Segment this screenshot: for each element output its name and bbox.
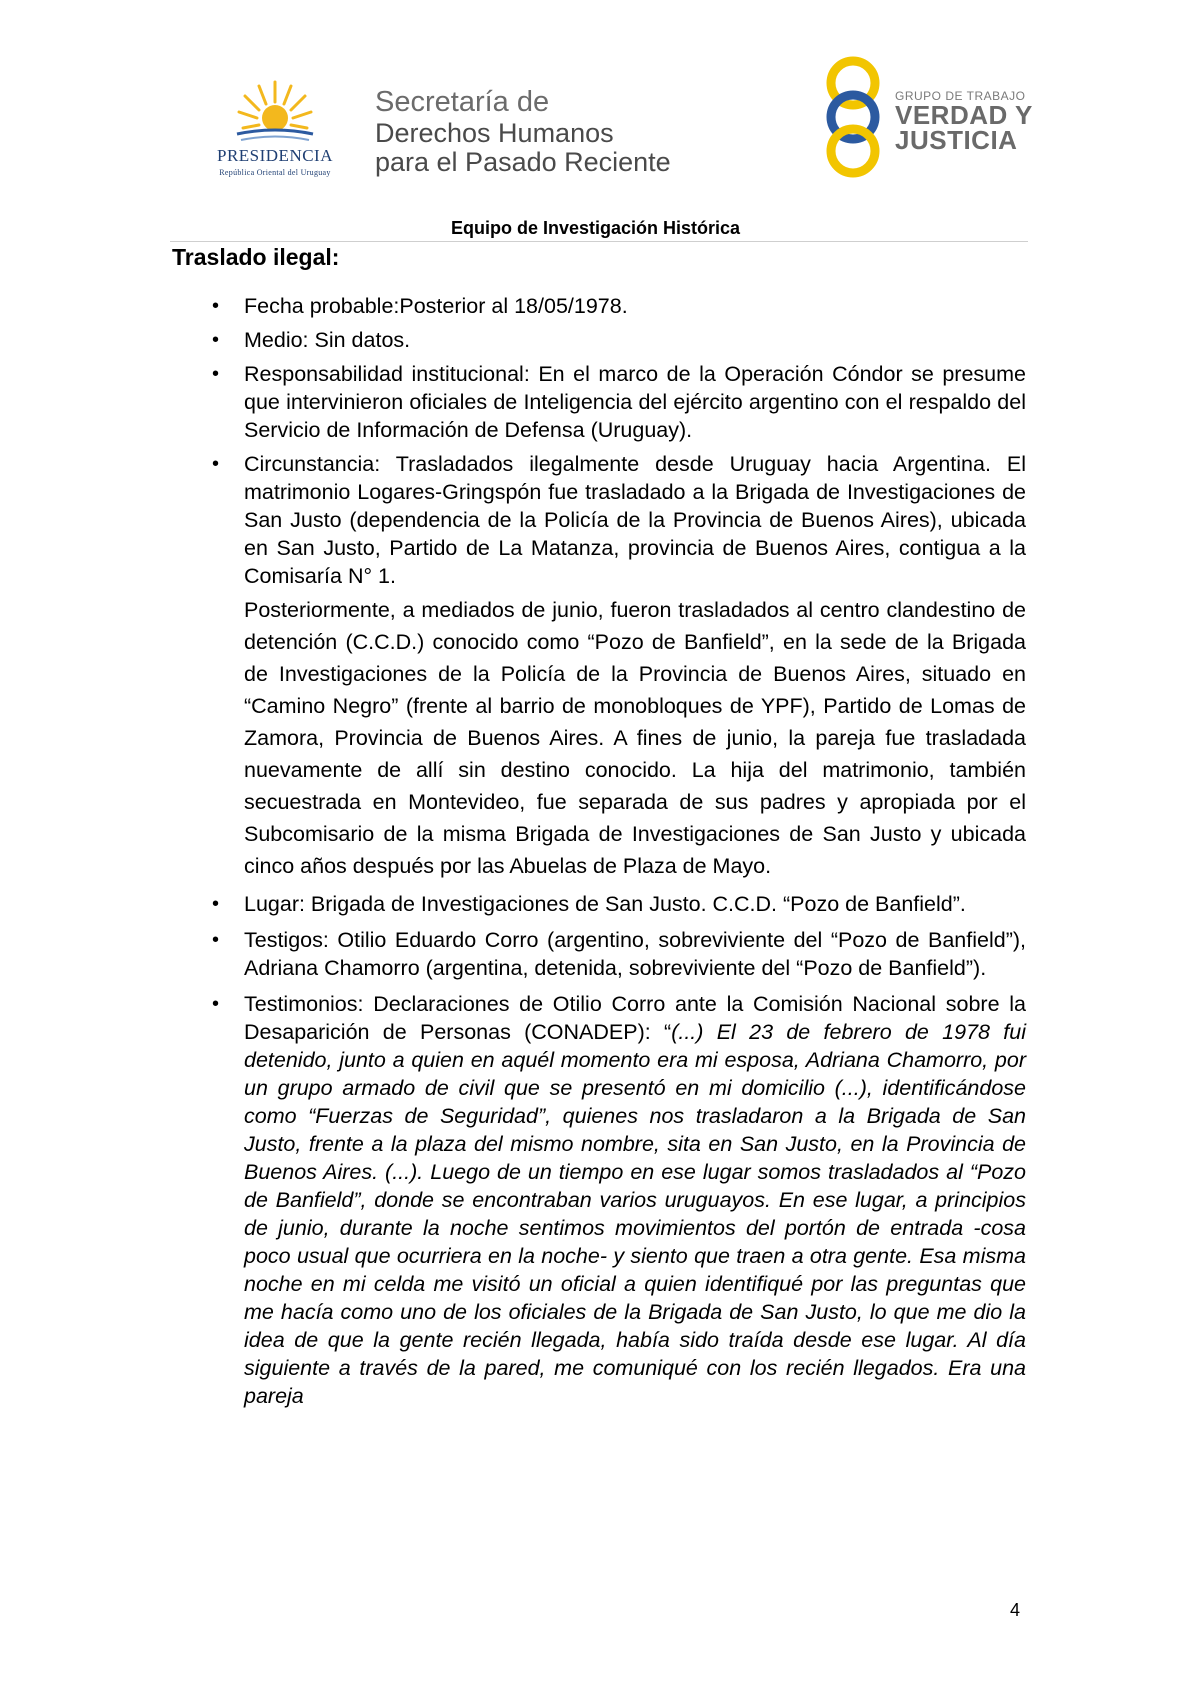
page-header: [0, 0, 1191, 238]
list-item: [200, 890, 1026, 918]
list-item: [200, 990, 1026, 1410]
interlocking-rings-icon: [820, 55, 890, 180]
verdad-justicia-title: [895, 100, 1033, 155]
team-title: Equipo de Investigación Histórica: [450, 218, 741, 238]
bullet-icon: •: [212, 929, 220, 951]
list-item: [200, 292, 1026, 320]
presidencia-title: PRESIDENCIA: [216, 146, 333, 165]
verdad-justicia-logo: [820, 55, 1040, 180]
bullet-icon: •: [212, 893, 220, 915]
list-item: [200, 360, 1026, 444]
verdad-line: VERDAD Y: [895, 100, 1033, 130]
list-item-text: [244, 990, 1026, 1410]
grupo-de-trabajo-label: GRUPO DE TRABAJO: [895, 89, 1026, 103]
bullet-icon: •: [212, 453, 220, 475]
secretaria-logo-text: [375, 86, 715, 177]
page-number: 4: [1010, 1600, 1021, 1620]
justicia-line: JUSTICIA: [895, 125, 1018, 155]
bullet-icon: •: [212, 295, 220, 317]
list-item-text: Responsabilidad institucional: En el marco de la Operación Cóndor se presume que intervinieron oficiales de Inteligencia del ejército argentino con el respaldo del Servicio de Información de Defensa (Uruguay).: [244, 362, 1026, 442]
list-item: [200, 326, 1026, 354]
circunstancia-continuation: Posteriormente, a mediados de junio, fueron trasladados al centro clandestino de detención (C.C.D.) conocido como “Pozo de Banfield”, en la sede de la Brigada de Investigaciones de la Policía de la Provincia de Buenos Aires, situado en “Camino Negro” (frente al barrio de monobloques de YPF), Partido de Lomas de Zamora, Provincia de Buenos Aires. A fines de junio, la pareja fue trasladada nuevamente de allí sin destino conocido. La hija del matrimonio, también secuestrada en Montevideo, fue separada de sus padres y apropiada por el Subcomisario de la misma Brigada de Investigaciones de San Justo y ubicada cinco años después por las Abuelas de Plaza de Mayo.: [244, 598, 1026, 878]
sun-icon: [235, 78, 315, 148]
section-heading: Traslado ilegal:: [172, 244, 340, 270]
testimonio-quote: (...) El 23 de febrero de 1978 fui detenido, junto a quien en aquél momento era mi esposa, Adriana Chamorro, por un grupo armado de civil que se presentó en mi domicilio (...), identificándose como “Fuerzas de Seguridad”, quienes nos trasladaron a la Brigada de San Justo, frente a la plaza del mismo nombre, sita en San Justo, en la Provincia de Buenos Aires. (...). Luego de un tiempo en ese lugar somos trasladados al “Pozo de Banfield”, donde se encontraban varios uruguayos. En ese lugar, a principios de junio, durante la noche sentimos movimientos del portón de entrada -cosa poco usual que ocurriera en la noche- y siento que traen a otra gente. Esa misma noche en mi celda me visitó un oficial a quien identifiqué por las preguntas que me hacía como uno de los oficiales de la Brigada de San Justo, lo que me dio la idea de que la gente recién llegada, había sido traída desde ese lugar. Al día siguiente a través de la pared, me comuniqué con los recién llegados. Era una pareja: [244, 1020, 1026, 1408]
testimonio-intro: Testimonios: Declaraciones de Otilio Corro ante la Comisión Nacional sobre la Desaparición de Personas (CONADEP): “: [244, 992, 1026, 1044]
list-item-text: Circunstancia: Trasladados ilegalmente desde Uruguay hacia Argentina. El matrimonio Logares-Gringspón fue trasladado a la Brigada de Investigaciones de San Justo (dependencia de la Policía de la Provincia de Buenos Aires), ubicada en San Justo, Partido de La Matanza, provincia de Buenos Aires, contigua a la Comisaría N° 1.: [244, 452, 1026, 588]
list-item-text: Medio: Sin datos.: [244, 328, 411, 352]
presidencia-subtitle: República Oriental del Uruguay: [219, 168, 331, 177]
secretaria-line-3: para el Pasado Reciente: [375, 147, 671, 177]
list-item-text: Testigos: Otilio Eduardo Corro (argentino, sobreviviente del “Pozo de Banfield”), Adriana Chamorro (argentina, detenida, sobreviviente del “Pozo de Banfield”).: [244, 928, 1026, 980]
header-divider: [170, 241, 1028, 242]
presidencia-logo: [195, 78, 355, 178]
secretaria-line-1: Secretaría de: [375, 86, 550, 118]
list-item: [200, 926, 1026, 982]
document-body: [200, 292, 1026, 1410]
list-item: [200, 450, 1026, 590]
bullet-list-continued: [200, 890, 1026, 1410]
bullet-icon: •: [212, 329, 220, 351]
list-item-text: Fecha probable:Posterior al 18/05/1978.: [244, 294, 628, 318]
bullet-list: [200, 292, 1026, 590]
secretaria-line-2: Derechos Humanos: [375, 118, 614, 148]
list-item-text: Lugar: Brigada de Investigaciones de San Justo. C.C.D. “Pozo de Banfield”.: [244, 892, 966, 916]
bullet-icon: •: [212, 363, 220, 385]
bullet-icon: •: [212, 993, 220, 1015]
